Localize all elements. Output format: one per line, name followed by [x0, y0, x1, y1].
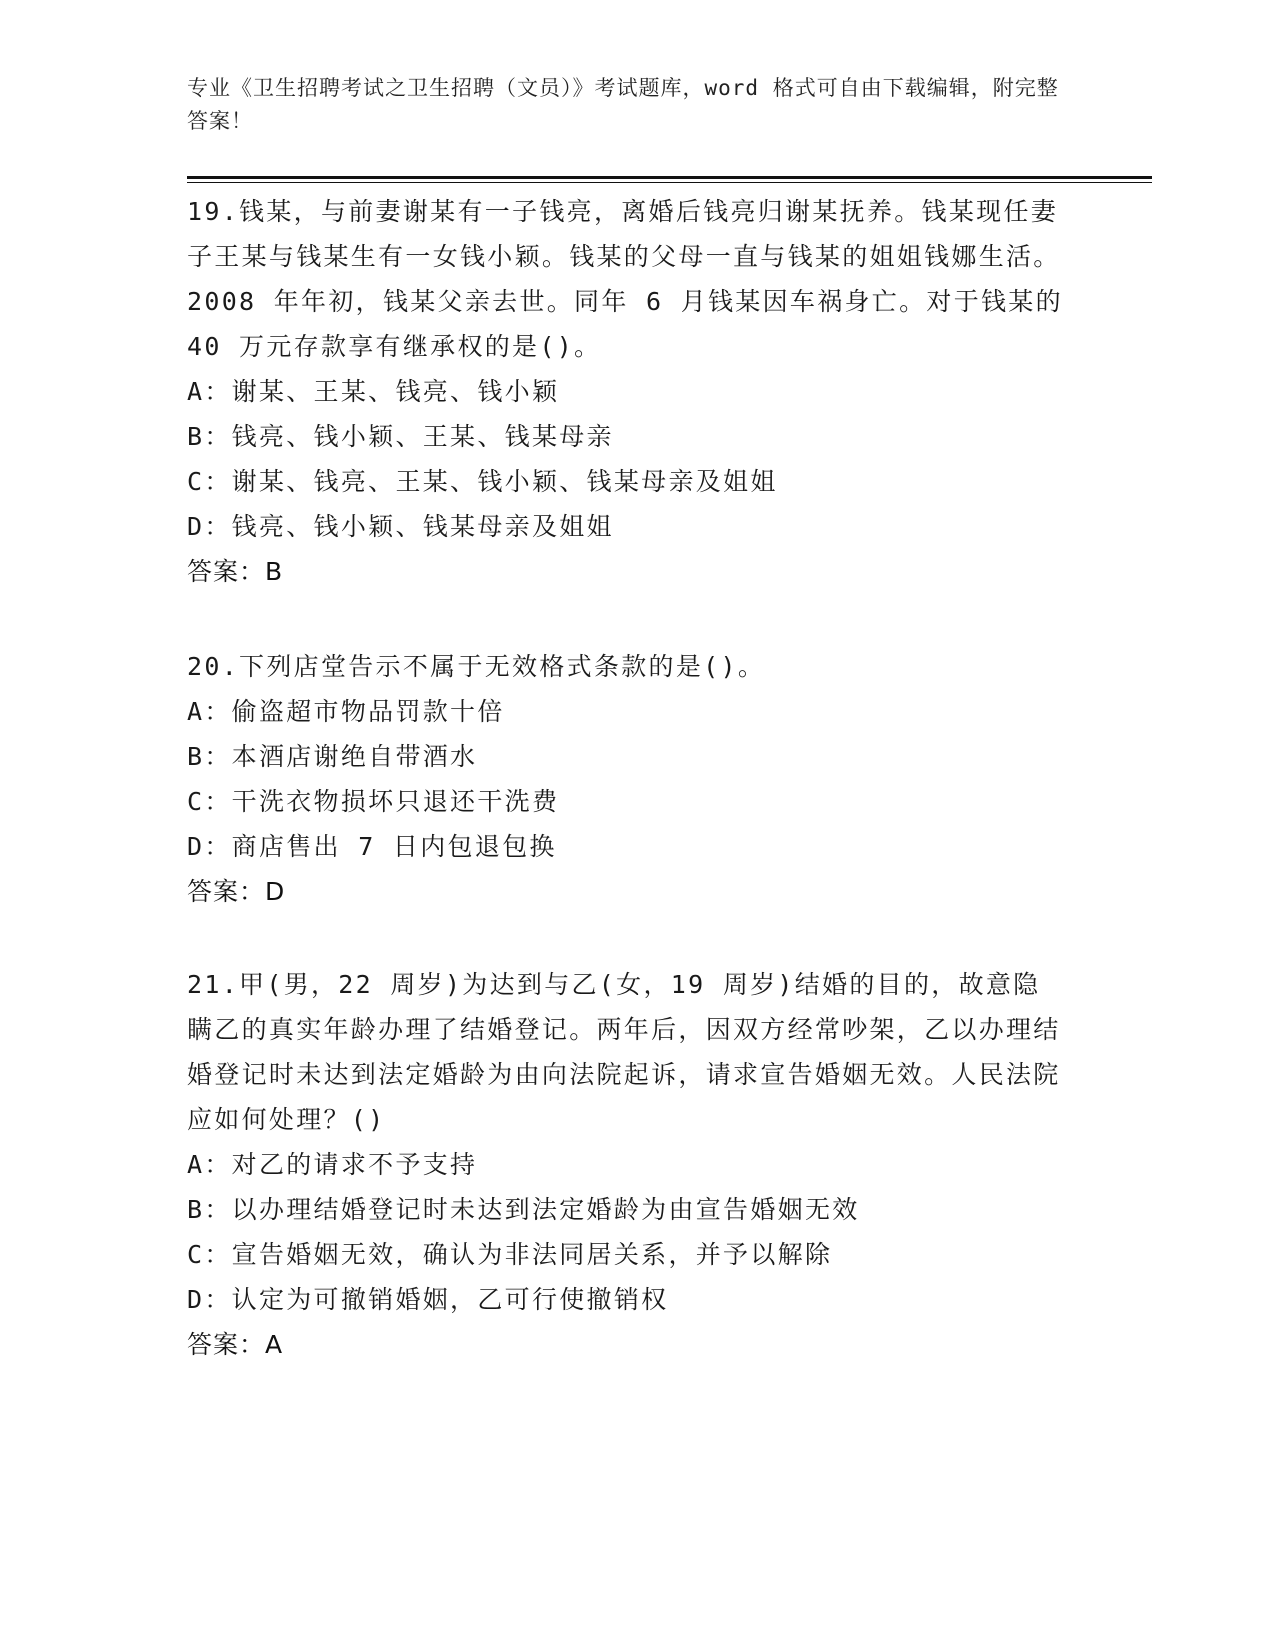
question-20 [187, 644, 1067, 914]
header-divider-thin [187, 182, 1152, 183]
option-a: A：谢某、王某、钱亮、钱小颖 [187, 377, 560, 406]
question-stem: 21.甲(男，22 周岁)为达到与乙(女，19 周岁)结婚的目的，故意隐瞒乙的真实年龄办理了结婚登记。两年后，因双方经常吵架，乙以办理结婚登记时未达到法定婚龄为由向法院起诉，请求宣告婚姻无效。人民法院应如何处理？() [187, 970, 1061, 1134]
option-a: A：对乙的请求不予支持 [187, 1150, 478, 1179]
option-c: C：谢某、钱亮、王某、钱小颖、钱某母亲及姐姐 [187, 467, 778, 496]
question-19 [187, 189, 1067, 594]
option-b: B：本酒店谢绝自带酒水 [187, 742, 478, 771]
question-21 [187, 962, 1067, 1367]
document-header: 专业《卫生招聘考试之卫生招聘（文员）》考试题库，word 格式可自由下载编辑，附完整答案！ [187, 76, 1059, 133]
option-d: D：认定为可撤销婚姻，乙可行使撤销权 [187, 1285, 669, 1314]
option-c: C：宣告婚姻无效，确认为非法同居关系，并予以解除 [187, 1240, 833, 1269]
answer: 答案：D [187, 877, 286, 906]
option-d: D：钱亮、钱小颖、钱某母亲及姐姐 [187, 512, 614, 541]
option-b: B：以办理结婚登记时未达到法定婚龄为由宣告婚姻无效 [187, 1195, 860, 1224]
header-divider-thick [187, 176, 1152, 179]
option-b: B：钱亮、钱小颖、王某、钱某母亲 [187, 422, 614, 451]
option-c: C：干洗衣物损坏只退还干洗费 [187, 787, 560, 816]
answer: 答案：A [187, 1330, 284, 1359]
question-stem: 20.下列店堂告示不属于无效格式条款的是()。 [187, 652, 766, 681]
question-stem: 19.钱某，与前妻谢某有一子钱亮，离婚后钱亮归谢某抚养。钱某现任妻子王某与钱某生有一女钱小颖。钱某的父母一直与钱某的姐姐钱娜生活。2008 年年初，钱某父亲去世。同年 6 月钱某因车祸身亡。对于钱某的 40 万元存款享有继承权的是()。 [187, 197, 1063, 361]
answer: 答案：B [187, 557, 284, 586]
option-a: A：偷盗超市物品罚款十倍 [187, 697, 505, 726]
option-d: D：商店售出 7 日内包退包换 [187, 832, 557, 861]
